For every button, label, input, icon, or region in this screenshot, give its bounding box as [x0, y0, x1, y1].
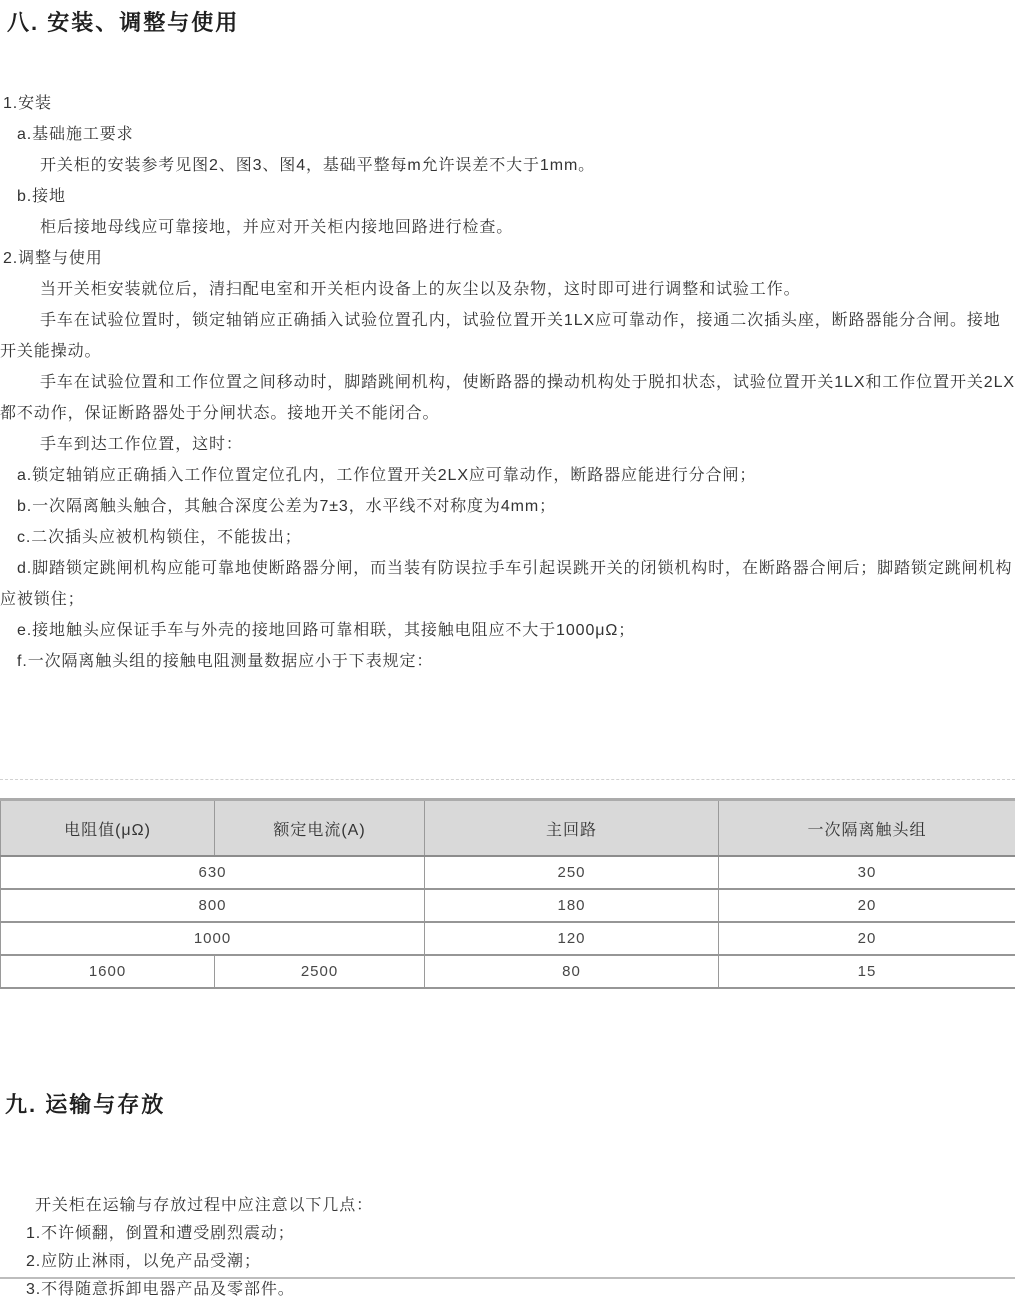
text-line: 1.安装	[0, 88, 1015, 119]
table-header-cell: 主回路	[425, 800, 719, 857]
text-line: d.脚踏锁定跳闸机构应能可靠地使断路器分闸，而当装有防误拉手车引起误跳开关的闭锁机构时，在断路器合闸后；脚踏锁定跳闸机构应被锁住；	[0, 553, 1015, 615]
text-line: c.二次插头应被机构锁住，不能拔出；	[0, 522, 1015, 553]
table-header-cell: 额定电流(A)	[215, 800, 425, 857]
table-cell: 250	[425, 856, 719, 889]
text-line: b.一次隔离触头触合，其触合深度公差为7±3，水平线不对称度为4mm；	[0, 491, 1015, 522]
text-line: 手车在试验位置和工作位置之间移动时，脚踏跳闸机构，使断路器的操动机构处于脱扣状态，试验位置开关1LX和工作位置开关2LX都不动作，保证断路器处于分闸状态。接地开关不能闭合。	[0, 367, 1015, 429]
text-line: 3.不得随意拆卸电器产品及零部件。	[0, 1276, 1015, 1304]
table-cell: 15	[719, 955, 1015, 988]
section8-body	[0, 88, 1015, 677]
text-line: 1.不许倾翻，倒置和遭受剧烈震动；	[0, 1220, 1015, 1248]
section8-title: 八. 安装、调整与使用	[7, 0, 1015, 36]
text-line: 当开关柜安装就位后，清扫配电室和开关柜内设备上的灰尘以及杂物，这时即可进行调整和试验工作。	[0, 274, 1015, 305]
dashed-divider	[0, 779, 1015, 780]
text-line: e.接地触头应保证手车与外壳的接地回路可靠相联，其接触电阻应不大于1000μΩ；	[0, 615, 1015, 646]
page-bottom-rule	[0, 1277, 1015, 1279]
text-line: b.接地	[0, 181, 1015, 212]
table-header	[1, 800, 1015, 857]
section9-title: 九. 运输与存放	[5, 1092, 1015, 1118]
table-header-cell: 一次隔离触头组	[719, 800, 1015, 857]
table-cell: 20	[719, 889, 1015, 922]
text-line: 手车在试验位置时，锁定轴销应正确插入试验位置孔内，试验位置开关1LX应可靠动作，接通二次插头座，断路器能分合闸。接地开关能操动。	[0, 305, 1015, 367]
section9-body	[0, 1192, 1015, 1304]
text-line: 开关柜的安装参考见图2、图3、图4，基础平整每m允许误差不大于1mm。	[0, 150, 1015, 181]
text-line: f.一次隔离触头组的接触电阻测量数据应小于下表规定：	[0, 646, 1015, 677]
table-body	[1, 856, 1015, 988]
text-line: 2.调整与使用	[0, 243, 1015, 274]
table-header-row	[1, 800, 1015, 857]
text-line: 2.应防止淋雨，以免产品受潮；	[0, 1248, 1015, 1276]
table-cell: 2500	[215, 955, 425, 988]
text-line: 开关柜在运输与存放过程中应注意以下几点：	[0, 1192, 1015, 1220]
table-row	[1, 856, 1015, 889]
text-line: 手车到达工作位置，这时：	[0, 429, 1015, 460]
table-cell: 180	[425, 889, 719, 922]
text-line: a.基础施工要求	[0, 119, 1015, 150]
table-row	[1, 955, 1015, 988]
table-cell: 800	[1, 889, 425, 922]
text-line: a.锁定轴销应正确插入工作位置定位孔内，工作位置开关2LX应可靠动作，断路器应能进行分合闸；	[0, 460, 1015, 491]
table-cell: 1600	[1, 955, 215, 988]
table-row	[1, 889, 1015, 922]
table-cell: 120	[425, 922, 719, 955]
table-header-cell: 电阻值(μΩ)	[1, 800, 215, 857]
contact-resistance-table	[0, 798, 1015, 989]
table-cell: 80	[425, 955, 719, 988]
text-line: 柜后接地母线应可靠接地，并应对开关柜内接地回路进行检查。	[0, 212, 1015, 243]
table-cell: 1000	[1, 922, 425, 955]
table-cell: 30	[719, 856, 1015, 889]
table-cell: 20	[719, 922, 1015, 955]
table-cell: 630	[1, 856, 425, 889]
table-row	[1, 922, 1015, 955]
